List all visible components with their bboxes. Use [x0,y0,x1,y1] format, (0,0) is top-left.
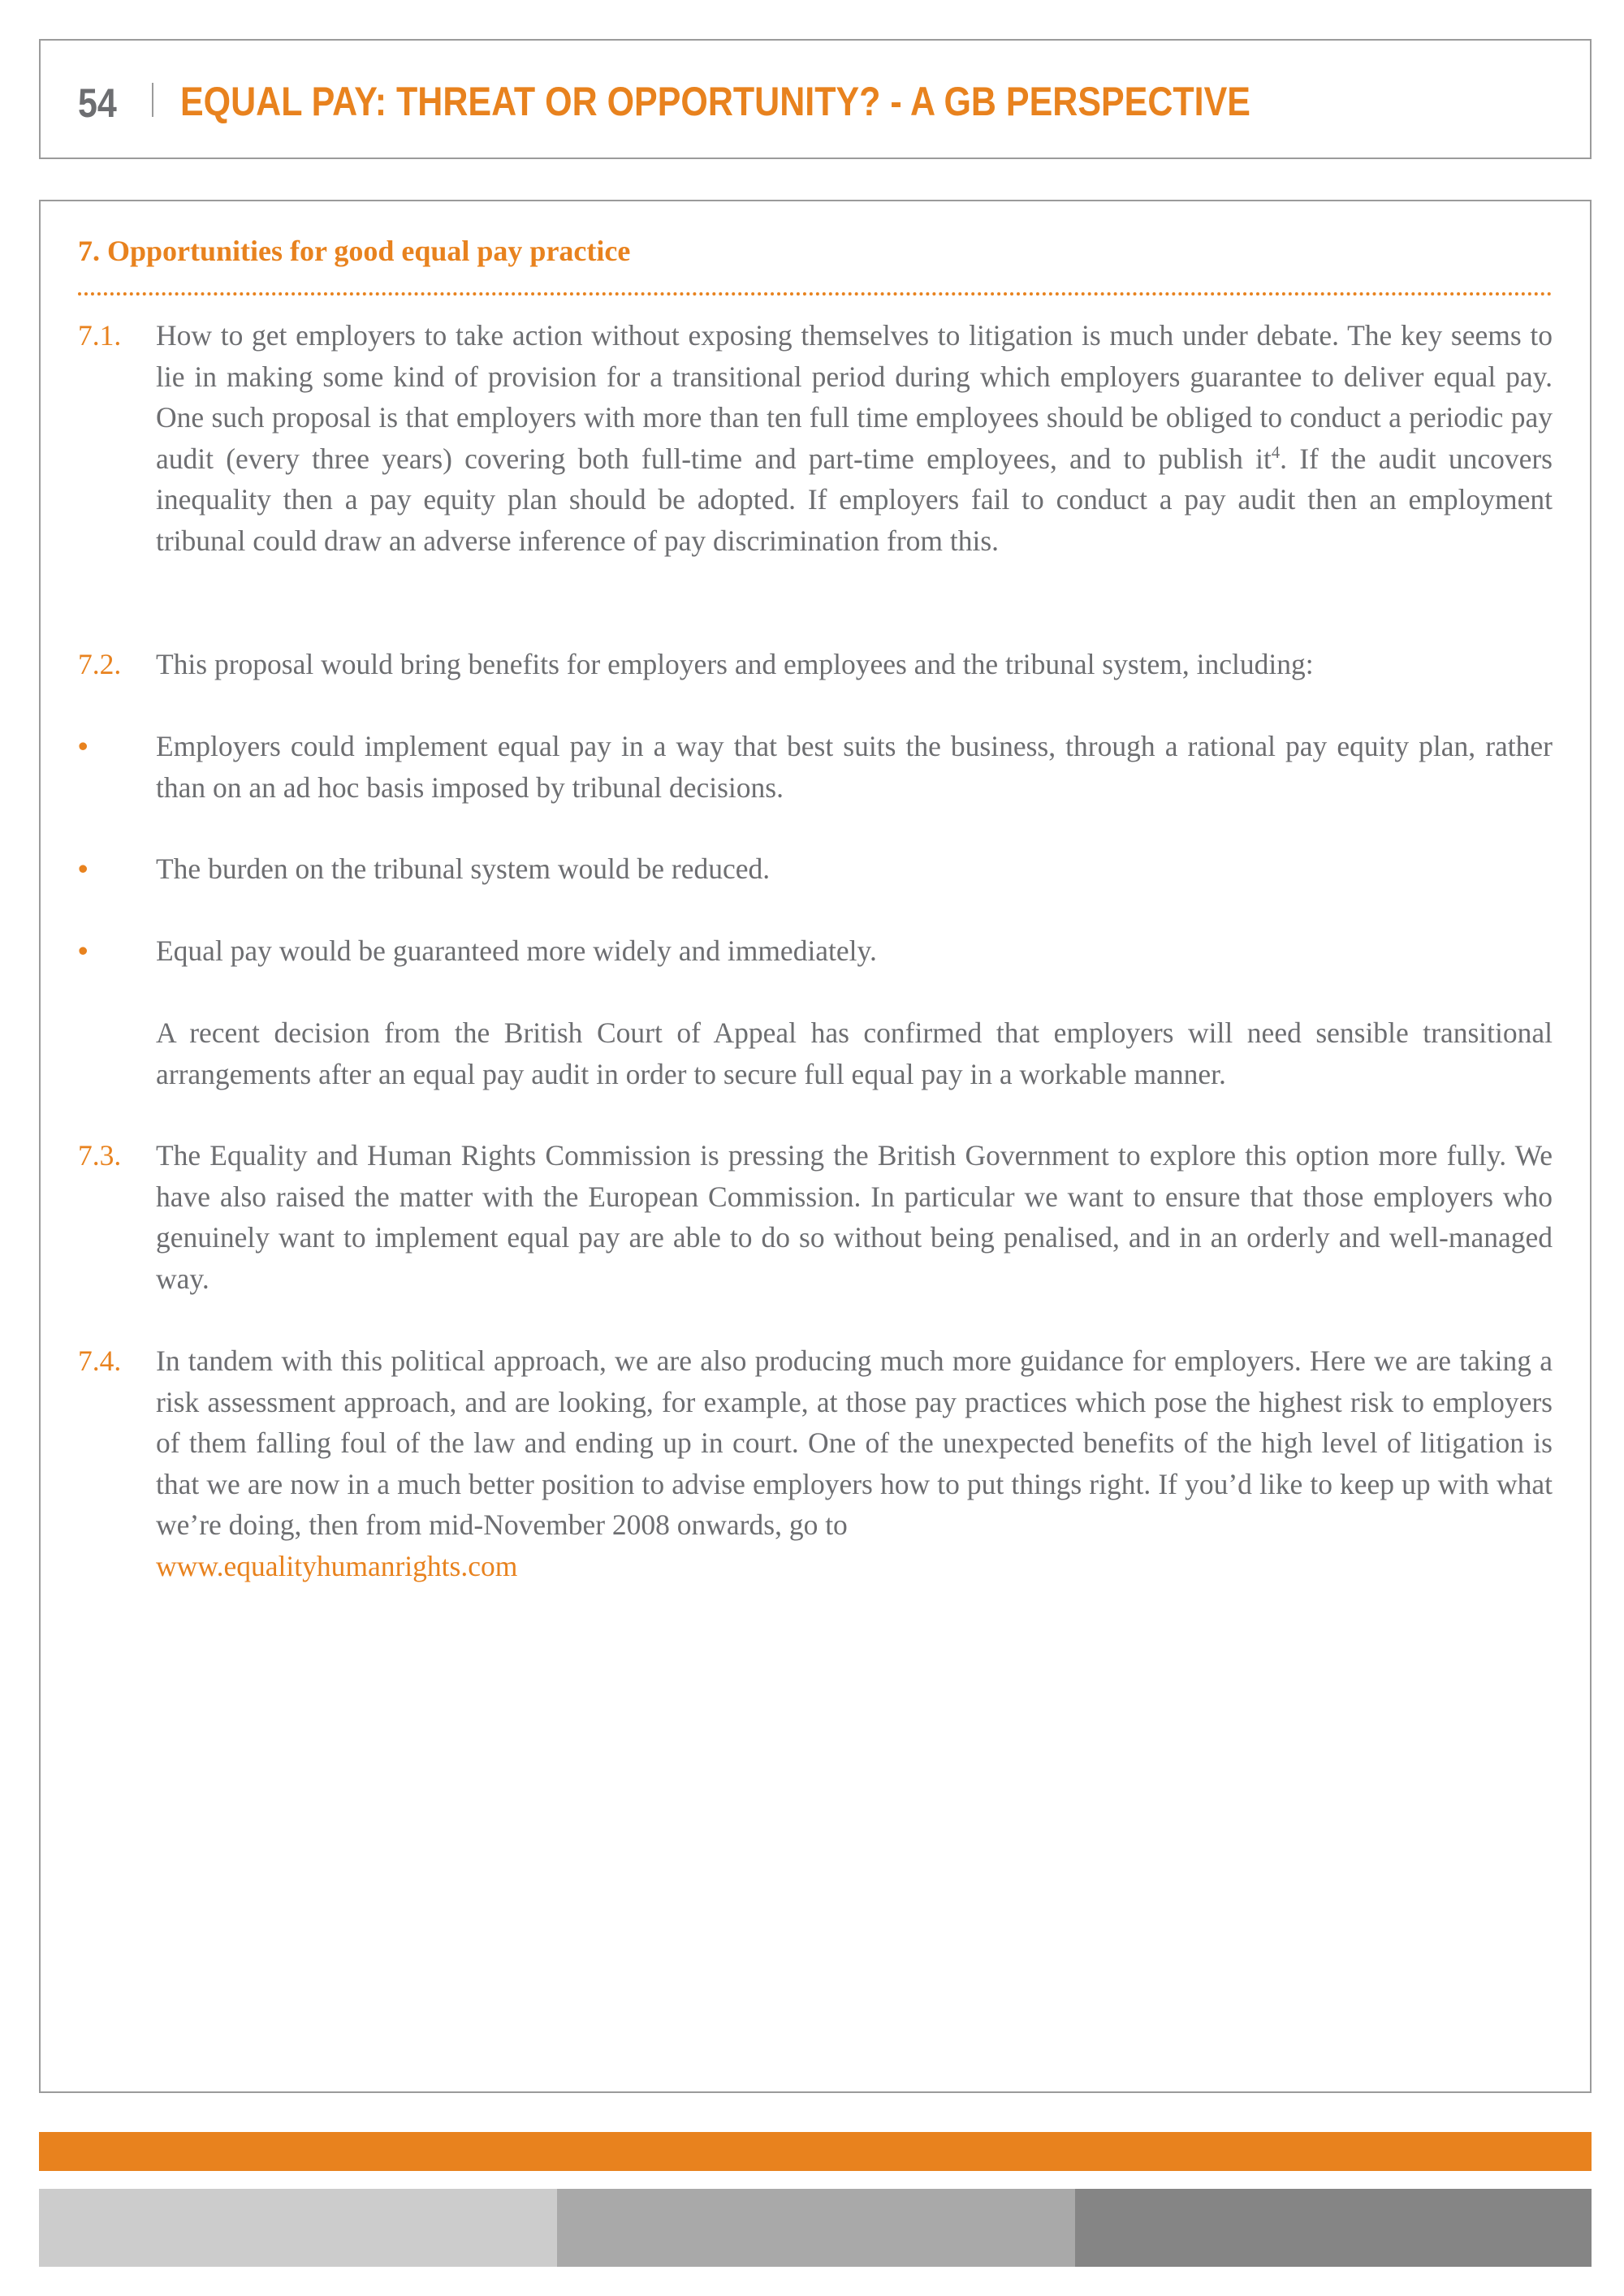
dotted-divider [78,292,1553,296]
bullet-item [78,848,1553,890]
bullet-item [78,930,1553,972]
paragraph-number: 7.3. [78,1139,122,1172]
footer-orange-bar [39,2132,1592,2171]
bullet-text: Equal pay would be guaranteed more widely and immediately. [156,934,877,967]
document-title: EQUAL PAY: THREAT OR OPPORTUNITY? - A GB PERSPECTIVE [180,79,1250,124]
bullet-icon: • [78,730,89,762]
bullet-text: The burden on the tribunal system would be reduced. [156,852,771,885]
paragraph-7-3 [78,1135,1553,1299]
bullet-icon: • [78,934,89,967]
paragraph-body: The Equality and Human Rights Commission is pressing the British Government to explore this option more fully. We have also raised the matter with the European Commission. In particular we want to ensure that those employers who genuinely want to implement equal pay are able to do so without being penalised, and in an orderly and well-managed way. [156,1139,1553,1295]
paragraph-number: 7.4. [78,1344,122,1377]
content-panel [39,200,1592,2093]
paragraph-number: 7.2. [78,648,122,680]
bullet-icon: • [78,852,89,885]
bullet-text: Employers could implement equal pay in a way that best suits the business, through a rational pay equity plan, rather than on an ad hoc basis imposed by tribunal decisions. [156,730,1553,804]
paragraph-text: How to get employers to take action without exposing themselves to litigation is much under debate. The key seems to lie in making some kind of provision for a transitional period during which employers guarantee to deliver equal pay. One such proposal is that employers with more than ten full time employees should be obliged to conduct a periodic pay audit (every three years) covering both full-time and part-time employees, and to publish it [156,319,1553,475]
section-heading: 7. Opportunities for good equal pay practice [78,235,631,267]
paragraph-text-continued: . If the audit uncovers inequality then a pay equity plan should be adopted. If employers fail to conduct a pay audit then an employment tribunal could draw an adverse inference of pay discrimination from this. [156,442,1553,557]
paragraph-body [156,1340,1553,1586]
bullet-item [78,726,1553,808]
paragraph-7-1 [78,315,1553,561]
paragraph-number: 7.1. [78,319,122,352]
paragraph-7-4 [78,1340,1553,1586]
footer-grey-bar-mid [557,2189,1075,2267]
paragraph-text: In tandem with this political approach, we are also producing much more guidance for employers. Here we are taking a risk assessment approach, and are looking, for example, at those pay practices which pose the highest risk to employers of them falling foul of the law and ending up in court. One of the unexpected benefits of the high level of litigation is that we are now in a much better position to advise employers how to put things right. If you’d like to keep up with what we’re doing, then from mid-November 2008 onwards, go to [156,1344,1553,1541]
website-link[interactable]: www.equalityhumanrights.com [156,1549,518,1582]
footnote-reference[interactable]: 4 [1271,443,1281,462]
paragraph-court-of-appeal [78,1012,1553,1094]
footer-grey-bar-light [39,2189,557,2267]
header-divider [152,83,153,117]
paragraph-body: This proposal would bring benefits for employers and employees and the tribunal system, including: [156,648,1314,680]
paragraph-7-2 [78,644,1553,685]
page-header [39,39,1592,159]
paragraph-body [156,315,1553,561]
footer-grey-bar-dark [1075,2189,1592,2267]
page-number: 54 [78,80,117,126]
paragraph-body: A recent decision from the British Court of Appeal has confirmed that employers will need sensible transitional arrangements after an equal pay audit in order to secure full equal pay in a workable manner. [156,1016,1553,1090]
